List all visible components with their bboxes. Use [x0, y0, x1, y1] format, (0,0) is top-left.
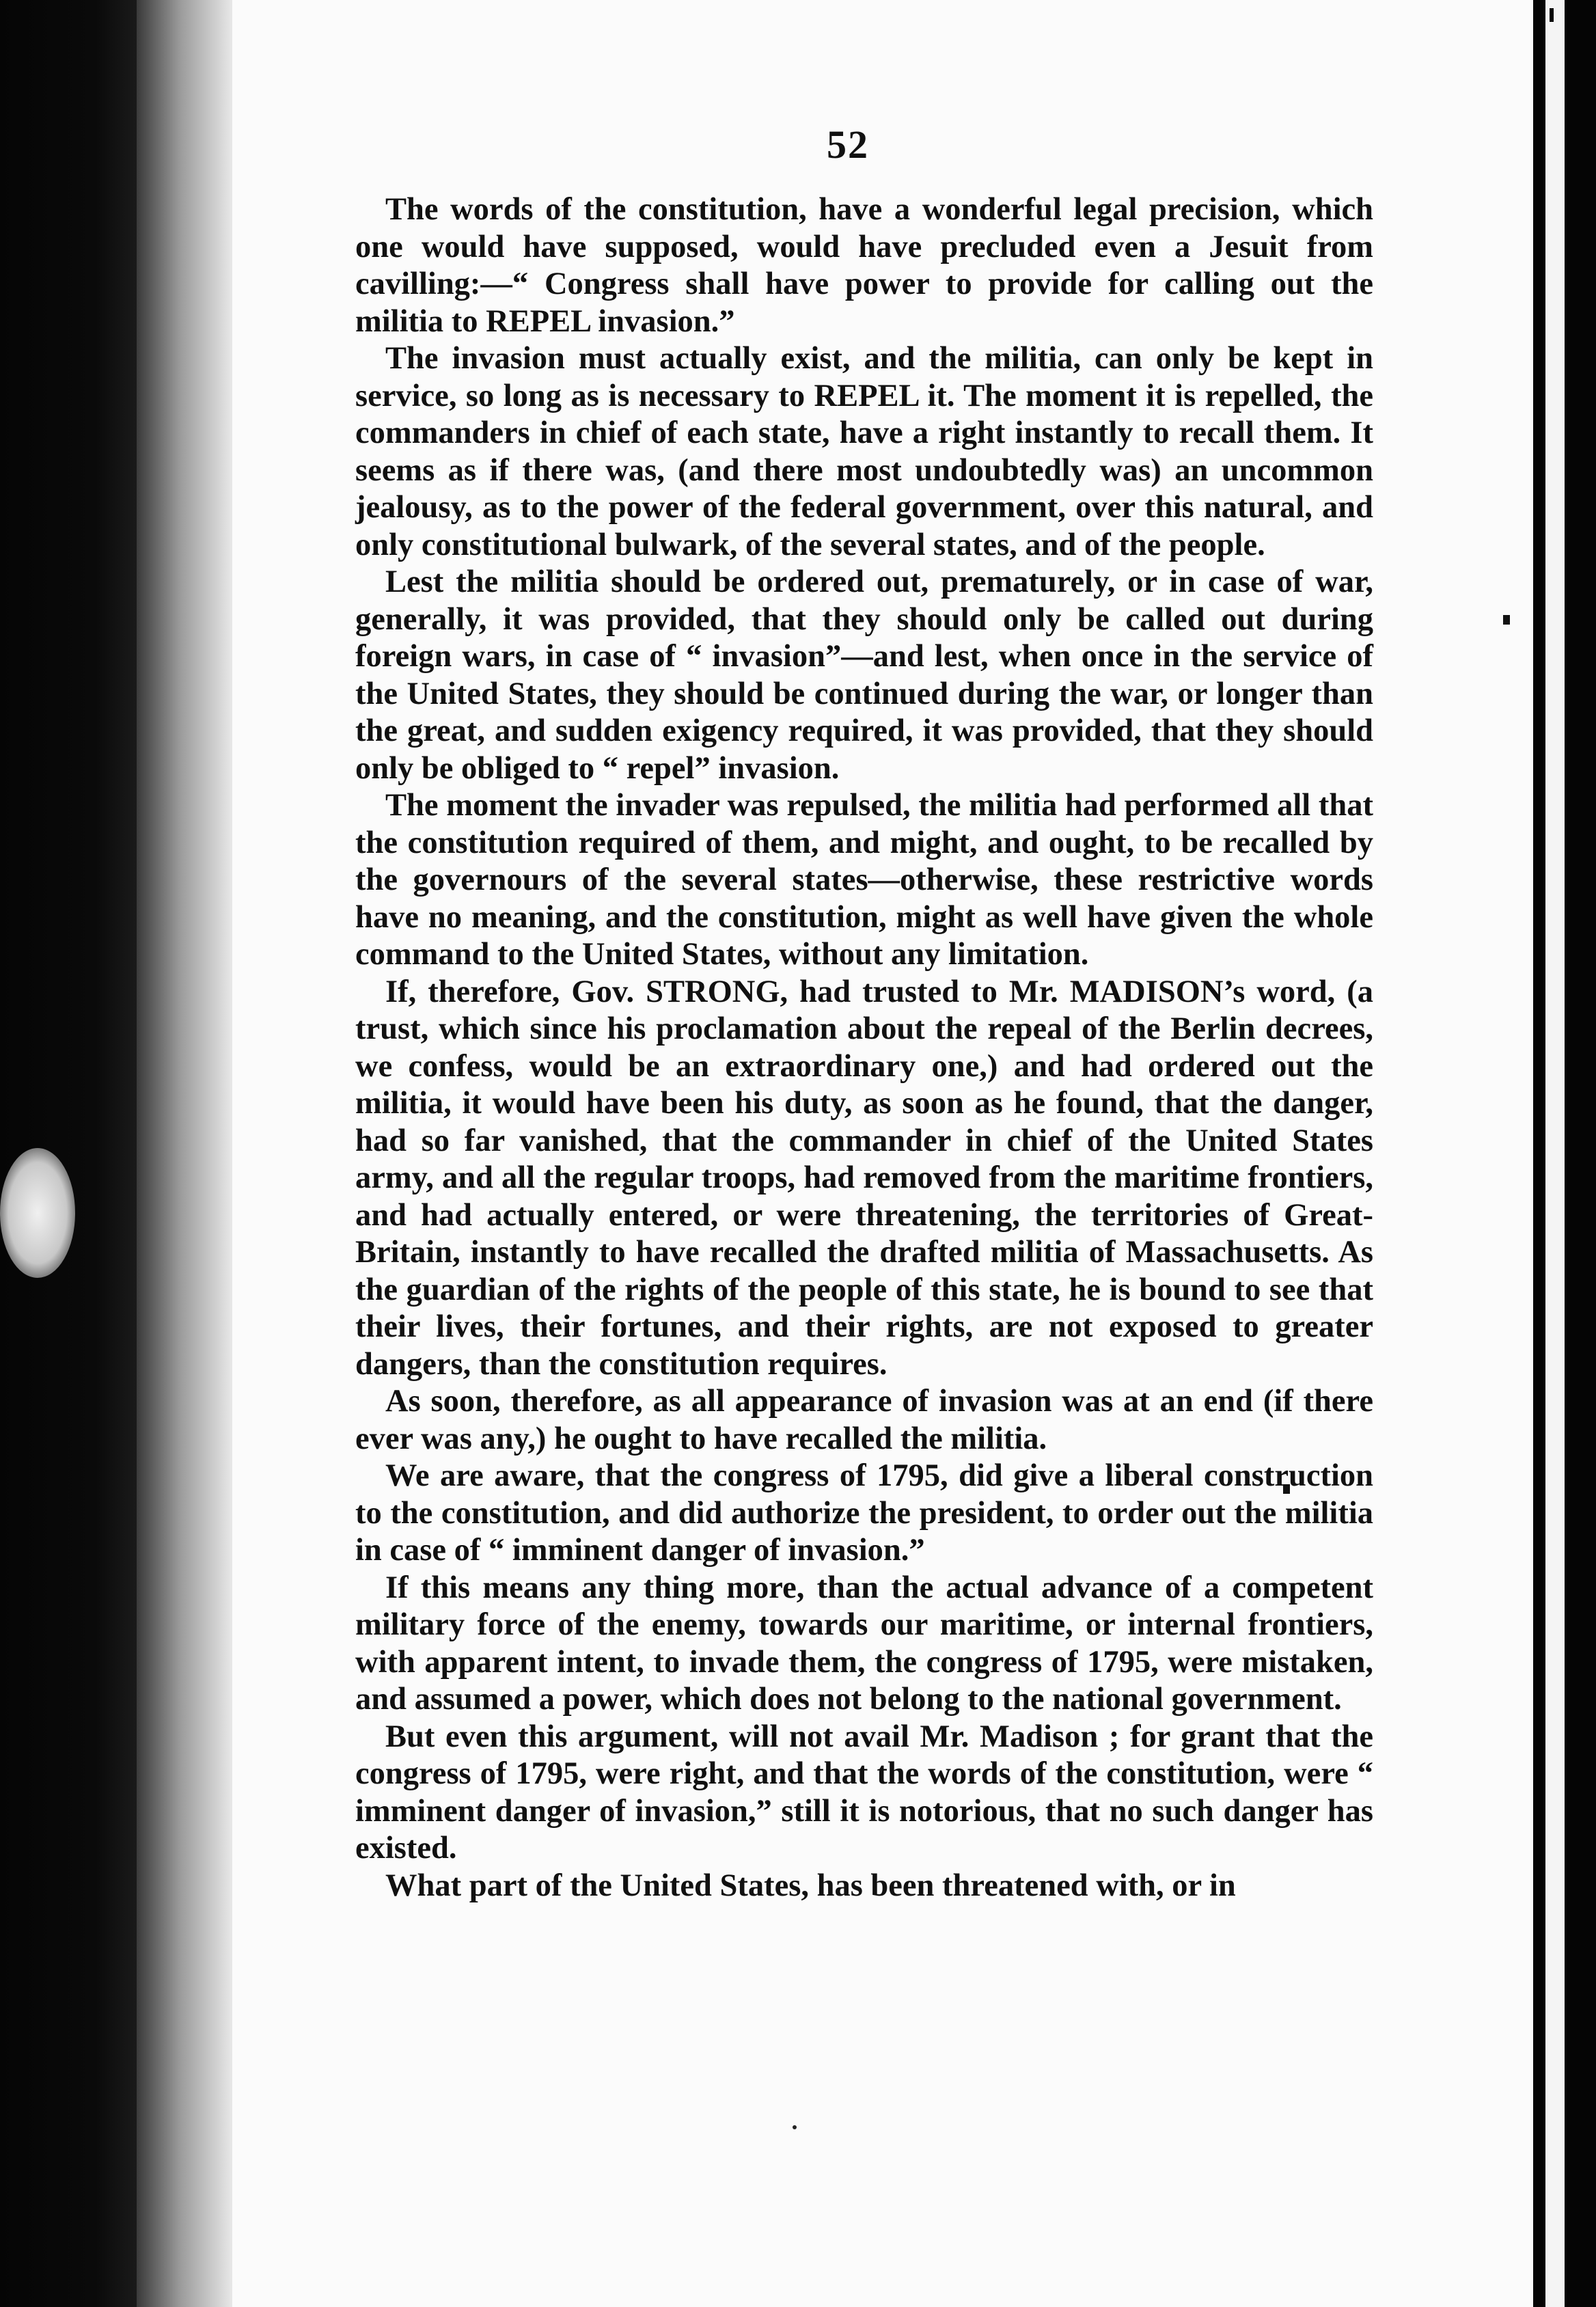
paragraph: What part of the United States, has been threatened with, or in — [385, 1868, 1236, 1903]
right-page-strip — [1545, 0, 1565, 2307]
right-edge-tick — [1550, 8, 1554, 22]
scan-border-right — [1533, 0, 1596, 2307]
body-text — [355, 191, 1373, 1905]
paragraph: Lest the militia should be ordered out, prematurely, or in case of war, generally, it was provided, that they should only be called out during foreign wars, in case of “ invasion”—and lest, when once in the service of the United States, they should be continued during the war, or longer than the great, and sudden exigency required, it was provided, that they should only be obliged to “ repel” invasion. — [355, 564, 1373, 786]
paragraph: The moment the invader was repulsed, the militia had performed all that the constitution required of them, and might, and ought, to be recalled by the governours of the several states—otherwise, these restrictive words have no meaning, and the constitution, might as well have given the whole command to the United States, without any limitation. — [355, 788, 1373, 972]
paragraph: The invasion must actually exist, and the militia, can only be kept in service, so long as is necessary to REPEL it. The moment it is repelled, the commanders in chief of each state, have a right instantly to recall them. It seems as if there was, (and there most undoubtedly was) an uncommon jealousy, as to the power of the federal government, over this natural, and only constitutional bulwark, of the several states, and of the people. — [355, 341, 1373, 562]
binding-hole-mark — [0, 1148, 75, 1278]
paragraph: If, therefore, Gov. STRONG, had trusted to Mr. MADISON’s word, (a trust, which since his proclamation about the repeal of the Berlin decrees, we confess, would be an extraordinary one,) and had ordered out the militia, it would have been his duty, as soon as he found, that the danger, had so far vanished, that the commander in chief of the United States army, and all the regular troops, had removed from the maritime frontiers, and had actually entered, or were threatening, the territories of Great-Britain, instantly to have recalled the drafted militia of Massachusetts. As the guardian of the rights of the people of this state, he is bound to see that their lives, their fortunes, and their rights, are not exposed to greater dangers, than the constitution requires. — [355, 974, 1373, 1382]
paragraph: The words of the constitution, have a wonderful legal precision, which one would have supposed, would have precluded even a Jesuit from cavilling:—“ Congress shall have power to provide for calling out the militia to REPEL invasion.” — [355, 192, 1373, 339]
scan-border-left — [0, 0, 137, 2307]
page-edge-shadow — [137, 0, 232, 2307]
paragraph: As soon, therefore, as all appearance of invasion was at an end (if there ever was any,) he ought to have recalled the militia. — [355, 1384, 1373, 1456]
page-number: 52 — [827, 122, 869, 167]
paragraph: But even this argument, will not avail Mr. Madison ; for grant that the congress of 1795, were right, and that the words of the constitution, were “ imminent danger of invasion,” still it is notorious, that no such danger has existed. — [355, 1719, 1373, 1866]
stray-ink-mark — [1503, 615, 1510, 625]
paragraph: If this means any thing more, than the actual advance of a competent military force of the enemy, towards our maritime, or internal frontiers, with apparent intent, to invade them, the congress of 1795, were mistaken, and assumed a power, which does not belong to the national government. — [355, 1570, 1373, 1717]
footer-speck — [793, 2125, 797, 2129]
paragraph: We are aware, that the congress of 1795, did give a liberal construction to the constitution, and did authorize the president, to order out the militia in case of “ imminent danger of invasion.” — [355, 1458, 1373, 1568]
